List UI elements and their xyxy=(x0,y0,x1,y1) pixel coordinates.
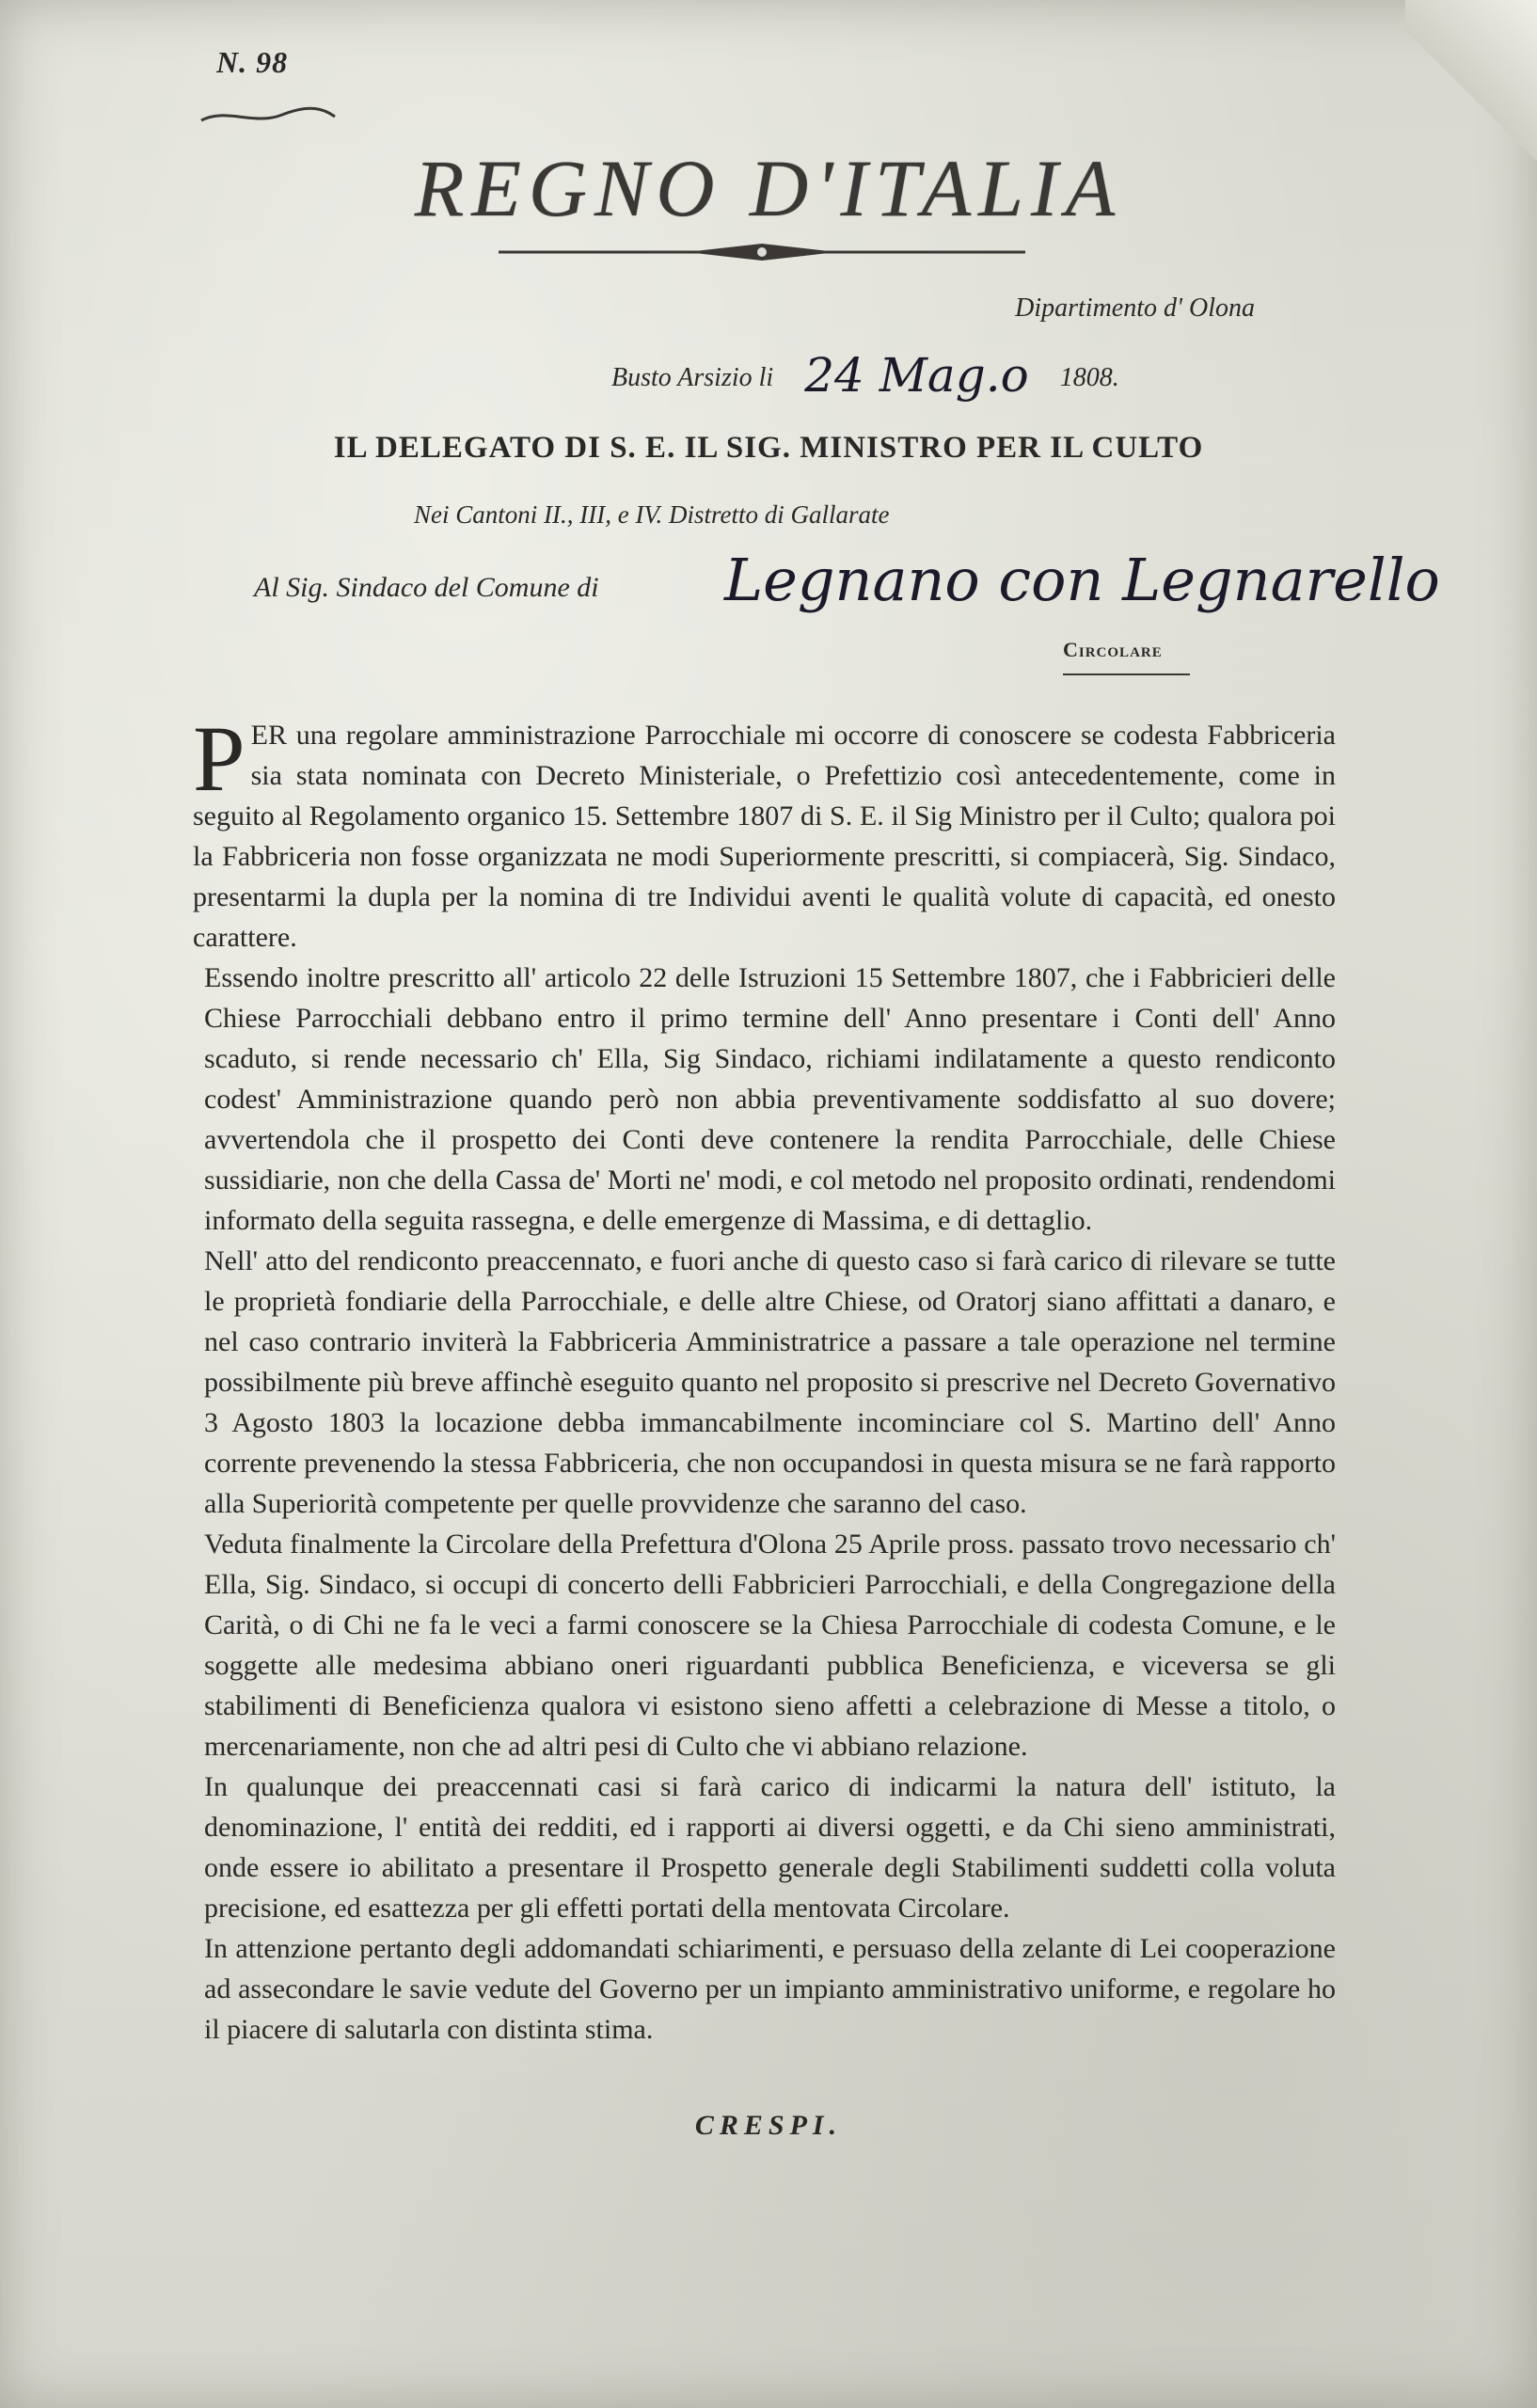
cantoni-line: Nei Cantoni II., III, e IV. Distretto di Gallarate xyxy=(414,500,890,529)
letter-body xyxy=(193,706,1336,2050)
handwritten-commune-name: Legnano con Legnarello xyxy=(724,546,1440,614)
document-number: N. 98 xyxy=(216,45,289,79)
dateline-place: Busto Arsizio li xyxy=(611,363,774,392)
title-ornamental-rule xyxy=(499,240,1025,264)
department-label: Dipartimento d' Olona xyxy=(1015,293,1255,323)
paragraph-4: Veduta finalmente la Circolare della Prefettura d'Olona 25 Aprile pross. passato trovo necessario ch' Ella, Sig. Sindaco, si occupi di concerto delli Fabbricieri Parrocchiali, e della Congregazione della Carità, o di Chi ne fa le veci a farmi conoscere se la Chiesa Parrocchiale di codesta Comune, e le soggette alle medesima abbiano oneri riguardanti pubblica Beneficienza, e viceversa se gli stabilimenti di Beneficienza qualora vi esistono sieno affetti a celebrazione di Messe a titolo, o mercenariamente, non che ad altri pesi di Culto che vi abbiano relazione. xyxy=(204,1529,1336,1762)
paragraph-1-text: ER una regolare amministrazione Parrocchiale mi occorre di conoscere se codesta Fabbriceria sia stata nominata con Decreto Ministeriale, o Prefettizio così antecedentemente, come in seguito al Regolamento organico 15. Settembre 1807 di S. E. il Sig Ministro per il Culto; qualora poi la Fabbriceria non fosse organizzata ne modi Superiormente prescritti, si compiacerà, Sig. Sindaco, presentarmi la dupla per la nomina di tre Individui aventi le qualità volute di capacità, ed onesto carattere. xyxy=(193,720,1336,953)
paragraph-2: Essendo inoltre prescritto all' articolo 22 delle Istruzioni 15 Settembre 1807, che i Fabbricieri delle Chiese Parrocchiali debbano entro il primo termine dell' Anno presentare i Conti dell' Anno scaduto, si rende necessario ch' Ella, Sig Sindaco, richiami indilatamente a questo rendiconto codest' Amministrazione quando però non abbia preventivamente soddisfatto al suo dovere; avvertendola che il prospetto dei Conti deve contenere la rendita Parrocchiale, delle Chiese sussidiarie, non che della Cassa de' Morti ne' modi, e col metodo nel proposito ordinati, rendendomi informato della seguita rassegna, e delle emergenze di Massima, e di dettaglio. xyxy=(204,962,1336,1236)
issuer-heading: IL DELEGATO DI S. E. IL SIG. MINISTRO PER IL CULTO xyxy=(333,431,1204,465)
paragraph-1 xyxy=(193,706,1336,958)
page-title: REGNO D'ITALIA xyxy=(414,143,1123,233)
paragraph-6: In attenzione pertanto degli addomandati schiarimenti, e persuaso della zelante di Lei cooperazione ad assecondare le savie vedute del Governo per un impianto amministrativo uniforme, e regolare ho il piacere di salutarla con distinta stima. xyxy=(204,1933,1336,2045)
dateline xyxy=(611,348,1119,403)
drop-cap: P xyxy=(193,706,246,811)
paragraph-5: In qualunque dei preaccennati casi si farà carico di indicarmi la natura dell' istituto, la denominazione, l' entità dei redditi, ed i rapporti ai diversi oggetti, e da Chi sieno amministrati, onde essere io abilitato a presentare il Prospetto generale degli Stabilimenti suddetti colla voluta precisione, ed esattezza per gli effetti portati della mentovata Circolare. xyxy=(204,1771,1336,1924)
number-flourish xyxy=(198,105,339,128)
signature: CRESPI. xyxy=(694,2110,843,2141)
circolare-underline xyxy=(1063,673,1190,675)
folded-corner xyxy=(1405,0,1537,160)
circolare-label: Circolare xyxy=(1063,638,1163,661)
paragraph-3: Nell' atto del rendiconto preaccennato, e fuori anche di questo caso si farà carico di rilevare se tutte le proprietà fondiarie della Parrocchiale, e delle altre Chiese, od Oratorj siano affittati a danaro, e nel caso contrario inviterà la Fabbriceria Amministratrice a passare a tale operazione nel termine possibilmente più breve affinchè eseguito quanto nel proposito si prescrive nel Decreto Governativo 3 Agosto 1803 la locazione debba immancabilmente incominciare col S. Martino dell' Anno corrente prevenendo la stessa Fabbriceria, che non occupandosi in questa misura se ne farà rapporto alla Superiorità competente per quelle provvidenze che saranno del caso. xyxy=(204,1245,1336,1519)
addressee-line: Al Sig. Sindaco del Comune di xyxy=(254,572,599,603)
dateline-year: 1808. xyxy=(1059,363,1119,392)
handwritten-date: 24 Mag.o xyxy=(804,348,1029,403)
